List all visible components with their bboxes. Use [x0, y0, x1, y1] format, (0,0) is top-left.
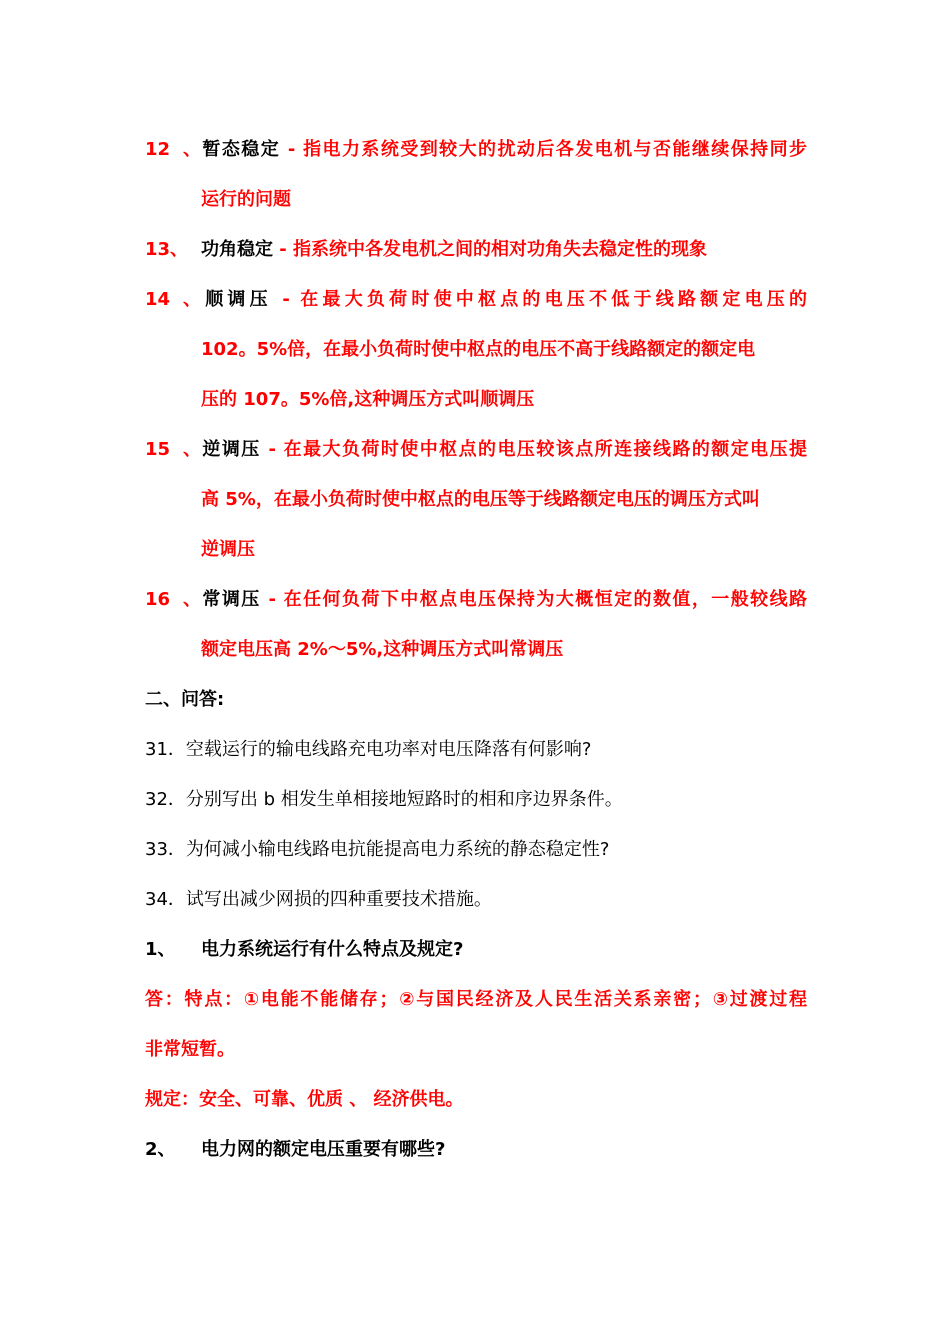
- question-34: 34．试写出减少网损的四种重要技术措施。: [145, 889, 492, 910]
- answer-text: 特点：①电能不能储存；②与国民经济及人民生活关系亲密；③过渡过程: [184, 989, 808, 1010]
- separator: -: [280, 139, 304, 160]
- definition-13: [145, 237, 807, 263]
- definition-16: [145, 587, 807, 613]
- item-number: 12、: [145, 139, 201, 160]
- definition-15-cont-2: 逆调压: [201, 539, 255, 560]
- separator: -: [273, 239, 294, 260]
- definition-14-cont-2: 压的 107。5%倍,这种调压方式叫顺调压: [201, 389, 535, 410]
- definition-14-cont-1: 102。5%倍，在最小负荷时使中枢点的电压不高于线路额定的额定电: [201, 339, 756, 360]
- definition-text: 在任何负荷下中枢点电压保持为大概恒定的数值，一般较线路: [283, 589, 808, 610]
- definition-text: 指系统中各发电机之间的相对功角失去稳定性的现象: [293, 239, 708, 260]
- question-33: 33．为何减小输电线路电抗能提高电力系统的静态稳定性?: [145, 839, 610, 860]
- term: 逆调压: [201, 439, 261, 460]
- qa-answer-1-rule: 规定：安全、可靠、优质 、 经济供电。: [145, 1089, 464, 1110]
- definition-16-cont: 额定电压高 2%～5%,这种调压方式叫常调压: [201, 639, 564, 660]
- question-31: 31．空载运行的输电线路充电功率对电压降落有何影响?: [145, 739, 592, 760]
- definition-15-cont-1: 高 5%，在最小负荷时使中枢点的电压等于线路额定电压的调压方式叫: [201, 489, 760, 510]
- definition-text: 在最大负荷时使中枢点的电压较该点所连接线路的额定电压提: [283, 439, 808, 460]
- separator: -: [260, 439, 284, 460]
- separator: -: [260, 589, 284, 610]
- term: 暂态稳定: [201, 139, 281, 160]
- question-32: 32．分别写出 b 相发生单相接地短路时的相和序边界条件。: [145, 789, 623, 810]
- term: 常调压: [201, 589, 261, 610]
- definition-15: [145, 437, 807, 463]
- item-number: 1、: [145, 939, 176, 960]
- definition-text: 在最大负荷时使中枢点的电压不低于线路额定电压的: [300, 289, 807, 310]
- term: 功角稳定: [201, 239, 273, 260]
- definition-12: [145, 137, 807, 163]
- qa-answer-1-line-1: [145, 987, 807, 1013]
- answer-prefix: 答：: [145, 989, 185, 1010]
- question-text: 电力系统运行有什么特点及规定?: [201, 939, 464, 960]
- item-number: 13、: [145, 239, 189, 260]
- qa-question-1: [145, 937, 807, 963]
- definition-text: 指电力系统受到较大的扰动后各发电机与否能继续保持同步: [303, 139, 808, 160]
- definition-14: [145, 287, 807, 313]
- item-number: 16、: [145, 589, 201, 610]
- item-number: 15、: [145, 439, 201, 460]
- definition-12-cont: 运行的问题: [201, 189, 291, 210]
- qa-question-2: [145, 1137, 807, 1163]
- qa-answer-1-line-2: 非常短暂。: [145, 1039, 235, 1060]
- separator: -: [271, 289, 301, 310]
- section-title: 二、问答:: [145, 689, 225, 710]
- question-text: 电力网的额定电压重要有哪些?: [201, 1139, 446, 1160]
- term: 顺调压: [201, 289, 272, 310]
- item-number: 14、: [145, 289, 201, 310]
- item-number: 2、: [145, 1139, 176, 1160]
